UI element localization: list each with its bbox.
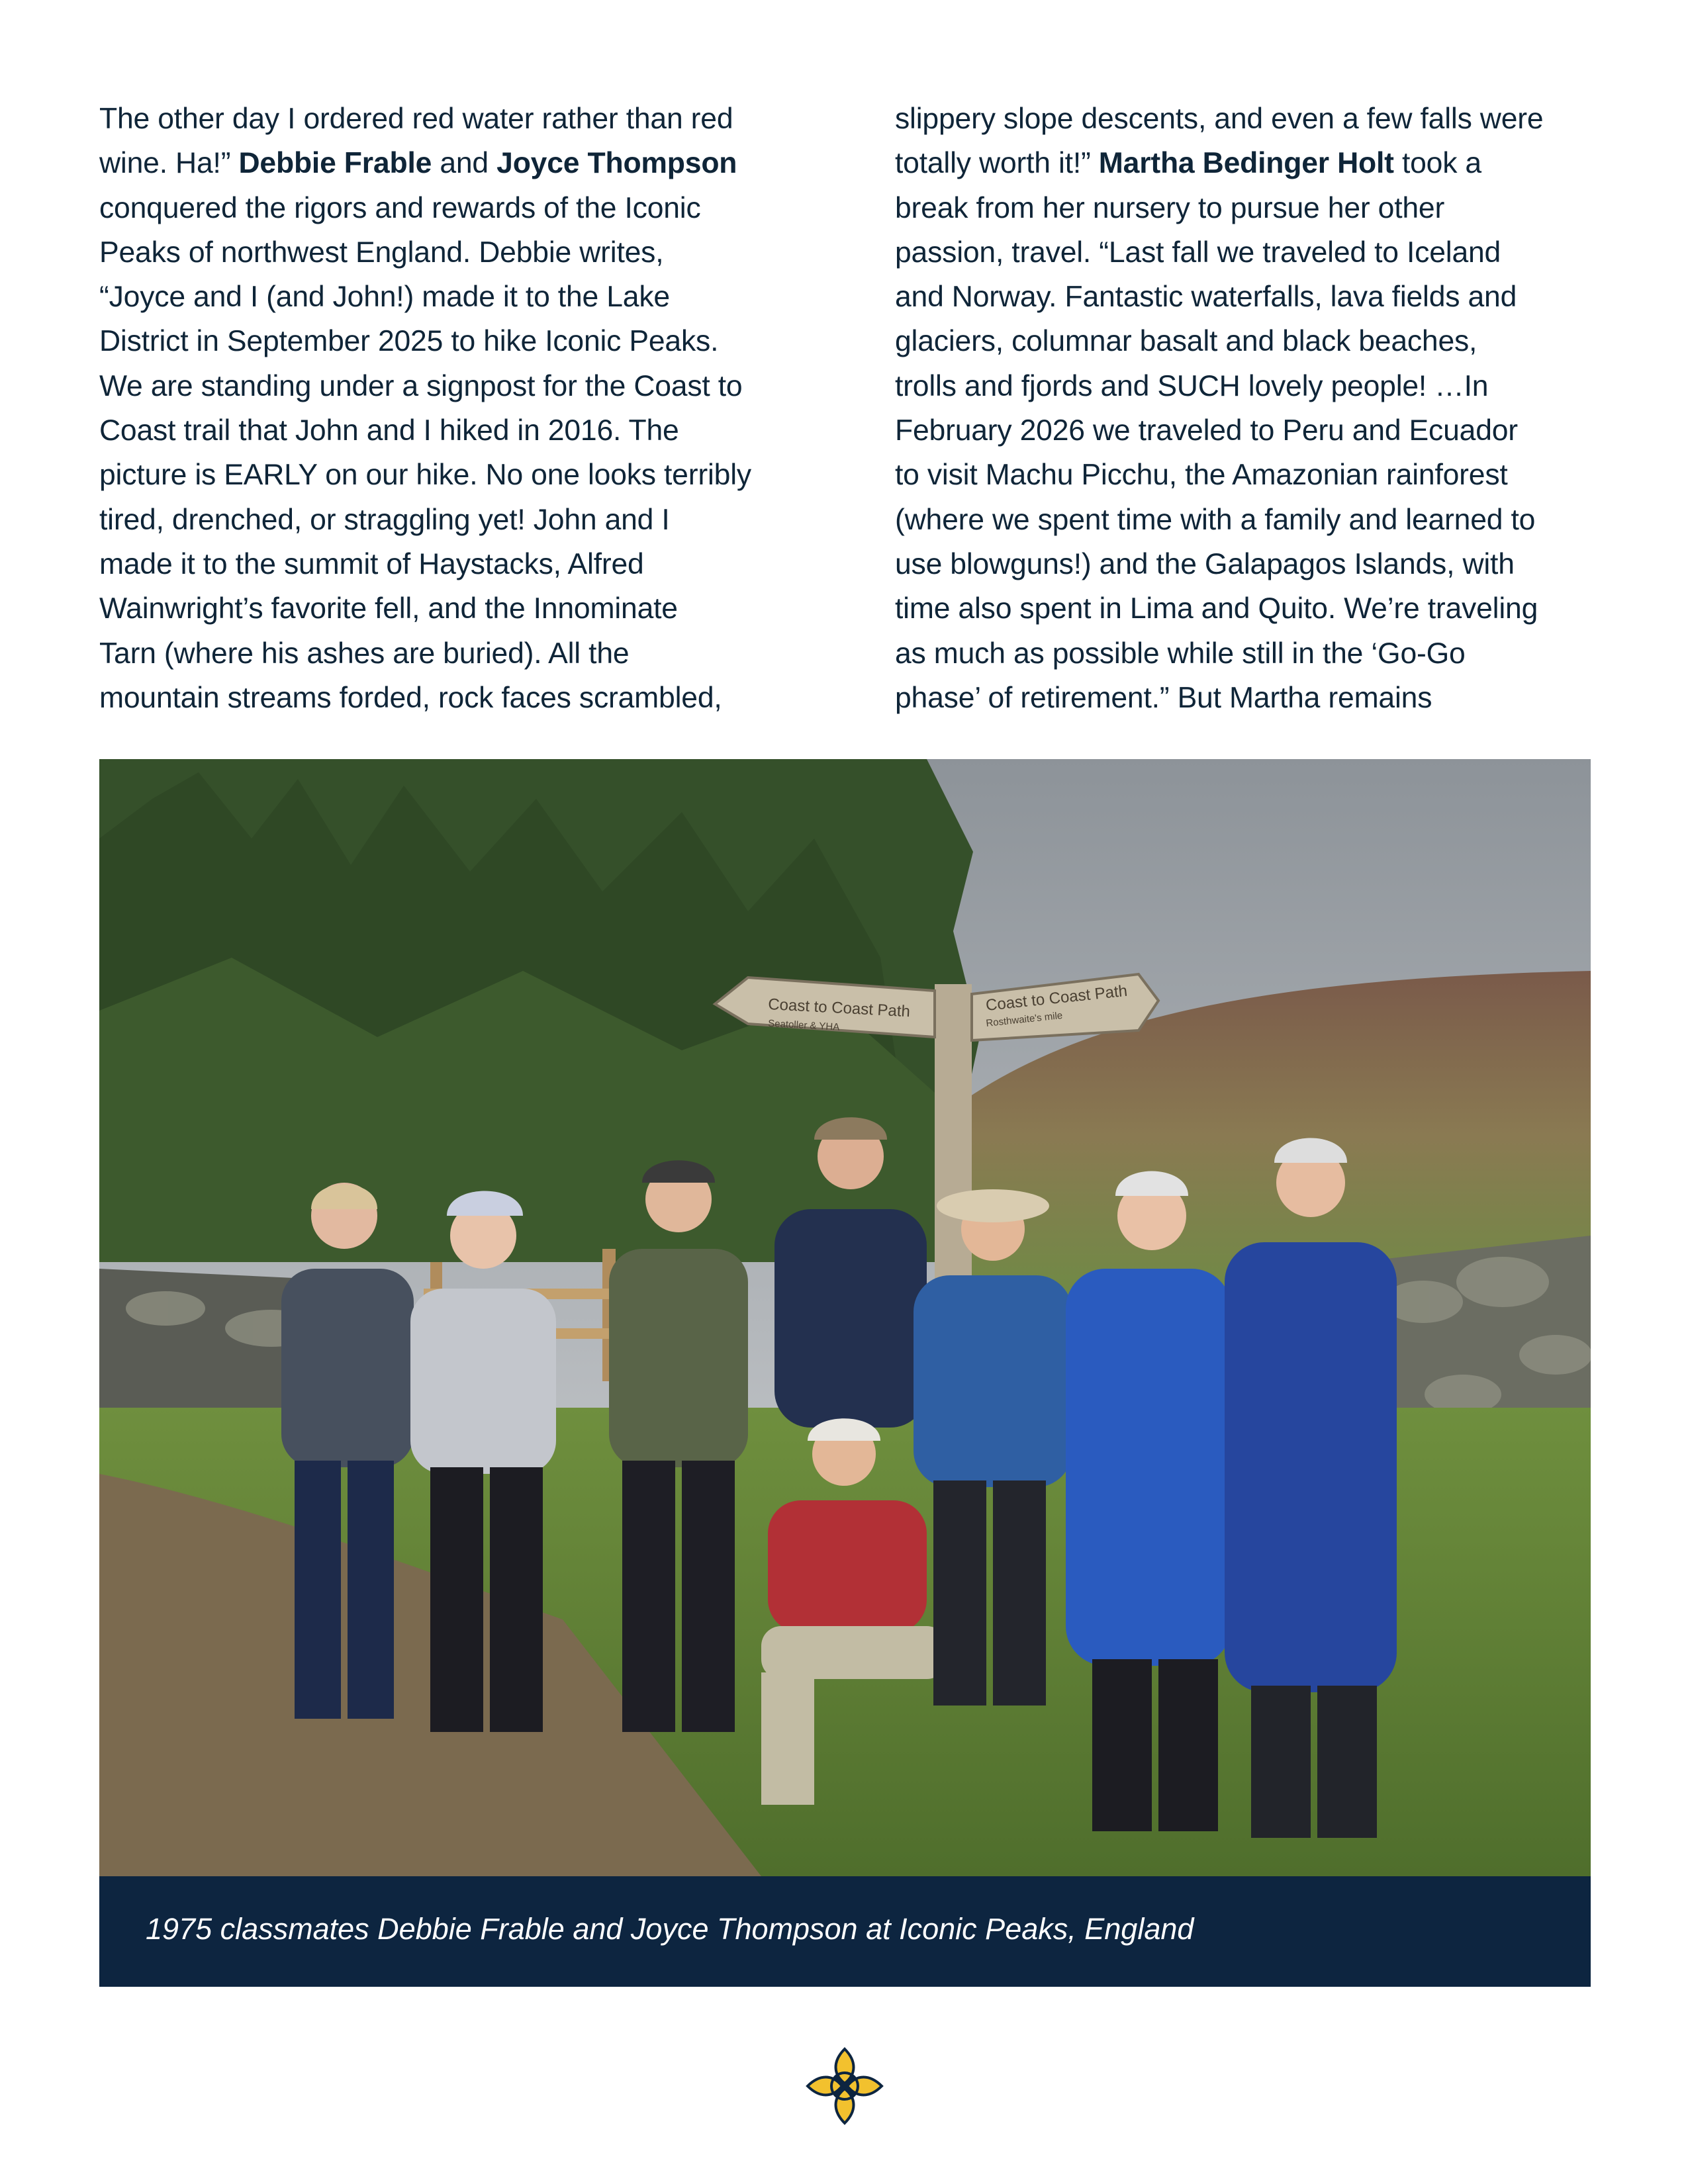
text-segment: took a	[1393, 147, 1481, 180]
text-line	[895, 542, 1597, 586]
text-segment: February 2026 we traveled to Peru and Ecuador	[895, 414, 1518, 447]
group-hiking-photo	[99, 759, 1591, 1876]
text-segment: slippery slope descents, and even a few falls were	[895, 103, 1544, 135]
text-line	[895, 230, 1597, 275]
text-segment: made it to the summit of Haystacks, Alfred	[99, 547, 644, 580]
text-line	[895, 97, 1597, 141]
text-segment: tired, drenched, or straggling yet! John and I	[99, 503, 670, 536]
text-line	[895, 498, 1597, 542]
left-text-column	[99, 97, 801, 720]
text-segment: and	[432, 147, 497, 180]
text-segment: to visit Machu Picchu, the Amazonian rainforest	[895, 459, 1508, 492]
text-line	[99, 275, 801, 319]
text-line	[895, 275, 1597, 319]
text-segment: We are standing under a signpost for the Coast to	[99, 369, 743, 402]
text-segment: conquered the rigors and rewards of the Iconic	[99, 191, 701, 224]
text-line	[895, 186, 1597, 230]
person-name: Debbie Frable	[238, 147, 432, 180]
text-segment: wine. Ha!”	[99, 147, 239, 180]
text-line	[99, 408, 801, 453]
text-line	[99, 586, 801, 631]
four-petal-knot-icon	[804, 2045, 886, 2127]
text-segment: picture is EARLY on our hike. No one looks terribly	[99, 459, 751, 492]
text-line	[99, 498, 801, 542]
text-segment: passion, travel. “Last fall we traveled to Iceland	[895, 236, 1501, 269]
right-text-column	[895, 97, 1597, 720]
text-segment: “Joyce and I (and John!) made it to the Lake	[99, 281, 670, 314]
text-line	[895, 631, 1597, 676]
text-segment: District in September 2025 to hike Iconic Peaks.	[99, 325, 719, 358]
text-line	[895, 586, 1597, 631]
text-line	[99, 364, 801, 408]
text-line	[895, 141, 1597, 185]
text-segment: time also spent in Lima and Quito. We’re traveling	[895, 592, 1538, 625]
text-segment: (where we spent time with a family and learned to	[895, 503, 1536, 536]
text-line	[99, 542, 801, 586]
text-line	[895, 676, 1597, 720]
text-line	[99, 676, 801, 720]
text-line	[99, 319, 801, 363]
text-segment: phase’ of retirement.” But Martha remains	[895, 681, 1432, 714]
text-segment: glaciers, columnar basalt and black beaches,	[895, 325, 1477, 358]
signpost-left-text: Coast to Coast Path	[767, 995, 911, 1021]
text-segment: break from her nursery to pursue her other	[895, 191, 1445, 224]
text-segment: Tarn (where his ashes are buried). All the	[99, 637, 630, 670]
person-name: Joyce Thompson	[496, 147, 737, 180]
text-line	[895, 364, 1597, 408]
text-segment: as much as possible while still in the ‘Go-Go	[895, 637, 1466, 670]
photo-caption-bar	[99, 1876, 1591, 1987]
text-line	[99, 453, 801, 497]
text-line	[99, 230, 801, 275]
text-segment: totally worth it!”	[895, 147, 1099, 180]
text-line	[99, 631, 801, 676]
text-line	[895, 319, 1597, 363]
text-line	[99, 97, 801, 141]
text-segment: trolls and fjords and SUCH lovely people! …In	[895, 369, 1489, 402]
text-segment: use blowguns!) and the Galapagos Islands, with	[895, 547, 1515, 580]
text-segment: The other day I ordered red water rather than red	[99, 103, 733, 135]
signpost-right-subtext: Rosthwaite's mile	[985, 1009, 1064, 1029]
text-segment: mountain streams forded, rock faces scrambled,	[99, 681, 722, 714]
text-segment: and Norway. Fantastic waterfalls, lava fields and	[895, 281, 1517, 314]
text-line	[99, 186, 801, 230]
text-line	[99, 141, 801, 185]
text-line	[895, 453, 1597, 497]
text-line	[895, 408, 1597, 453]
text-segment: Coast trail that John and I hiked in 2016. The	[99, 414, 679, 447]
photo-caption: 1975 classmates Debbie Frable and Joyce Thompson at Iconic Peaks, England	[146, 1912, 1194, 1946]
text-segment: Peaks of northwest England. Debbie writes,	[99, 236, 664, 269]
signpost-left-subtext: Seatoller & YHA	[767, 1018, 840, 1033]
signpost-right-text: Coast to Coast Path	[984, 981, 1129, 1015]
person-name: Martha Bedinger Holt	[1098, 147, 1394, 180]
text-segment: Wainwright’s favorite fell, and the Innominate	[99, 592, 678, 625]
